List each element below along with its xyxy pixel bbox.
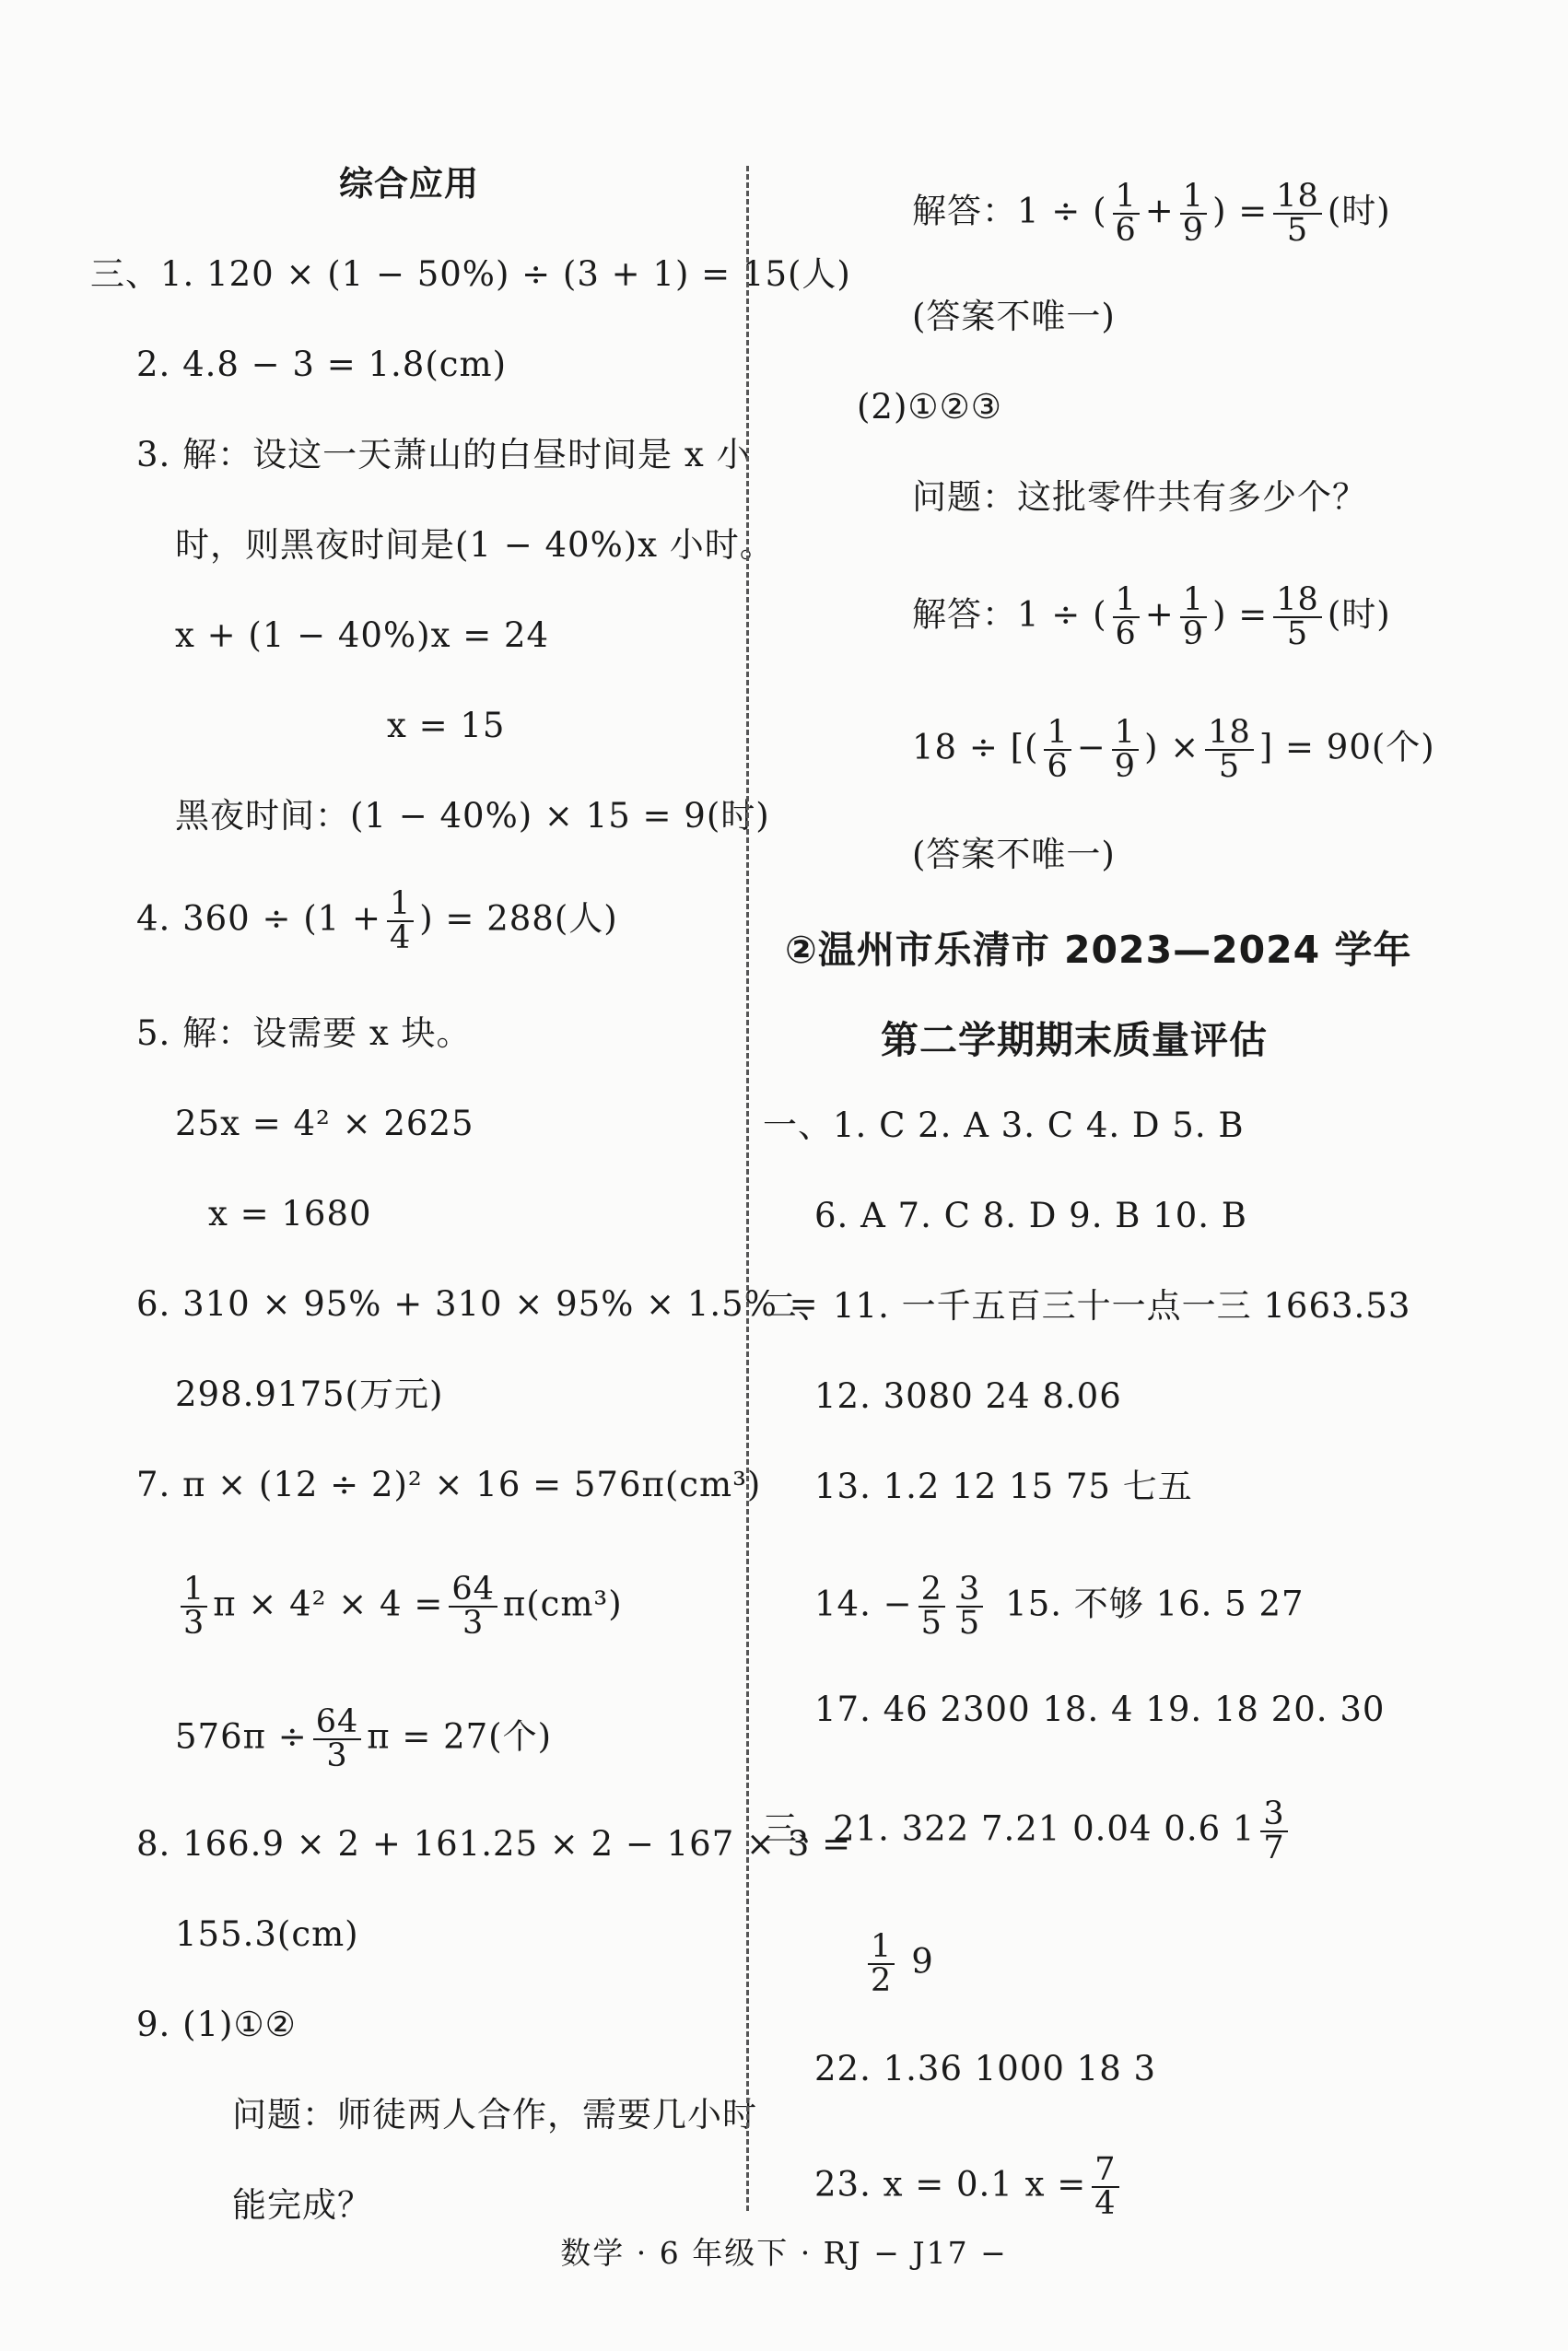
- fraction: [868, 1928, 895, 1999]
- page-footer: 数学 · 6 年级下 · RJ − J17 −: [560, 2235, 1008, 2271]
- denominator: 5: [1286, 615, 1309, 652]
- text: +: [1144, 594, 1175, 635]
- numerator: 1: [1113, 584, 1140, 618]
- fraction: [1273, 581, 1322, 652]
- answer-line: 2. 4.8 − 3 = 1.8(cm): [136, 345, 508, 384]
- answer-line: 155.3(cm): [175, 1914, 359, 1954]
- exam-subheading: 第二学期期末质量评估: [881, 1018, 1268, 1062]
- answer-line: 6. A 7. C 8. D 9. B 10. B: [814, 1196, 1247, 1235]
- text: π(cm³): [502, 1584, 623, 1624]
- denominator: 9: [1182, 615, 1205, 652]
- text: (时): [1327, 191, 1391, 231]
- text: 576π ÷: [175, 1716, 308, 1757]
- denominator: 5: [1218, 748, 1241, 785]
- text: 三、21. 322 7.21 0.04 0.6 1: [763, 1808, 1256, 1849]
- text: (时): [1327, 594, 1391, 635]
- text: 解答：1 ÷ (: [912, 594, 1107, 635]
- text: 14. −: [814, 1584, 913, 1624]
- denominator: 7: [1263, 1830, 1285, 1866]
- fraction: [1112, 714, 1139, 785]
- answer-line: 一、1. C 2. A 3. C 4. D 5. B: [763, 1105, 1245, 1145]
- answer-line-fraction: [814, 2151, 1125, 2222]
- numerator: 1: [387, 888, 414, 922]
- fraction: [1180, 178, 1207, 249]
- section-title: 综合应用: [339, 164, 479, 204]
- fraction: [919, 1573, 945, 1640]
- text: 9: [911, 1941, 934, 1982]
- numerator: 2: [919, 1573, 945, 1608]
- fraction: [387, 885, 414, 956]
- numerator: 3: [956, 1573, 983, 1608]
- answer-line: 问题：这批零件共有多少个？: [912, 477, 1367, 517]
- equation-line: x + (1 − 40%)x = 24: [175, 615, 550, 655]
- numerator: 18: [1205, 717, 1254, 751]
- numerator: 1: [1044, 717, 1071, 751]
- fraction: [1205, 714, 1254, 785]
- answer-line-fraction: [912, 581, 1391, 652]
- denominator: 9: [1182, 212, 1205, 249]
- text: 18 ÷ [(: [912, 727, 1039, 767]
- denominator: 9: [1114, 748, 1137, 785]
- denominator: 3: [462, 1605, 485, 1642]
- numerator: 1: [1180, 584, 1207, 618]
- answer-line-fraction: [136, 885, 618, 956]
- numerator: 1: [1112, 717, 1139, 751]
- equation-line: x = 1680: [208, 1194, 372, 1234]
- text: ) =: [1212, 191, 1269, 231]
- numerator: 1: [181, 1573, 207, 1608]
- fraction: [1044, 714, 1071, 785]
- answer-line: 9. (1)①②: [136, 2005, 297, 2044]
- denominator: 6: [1047, 748, 1069, 785]
- note-line: (答案不唯一): [912, 835, 1116, 874]
- fraction: [1260, 1795, 1287, 1866]
- fraction: [1180, 581, 1207, 652]
- answer-line: 能完成？: [232, 2185, 372, 2225]
- fraction: [956, 1573, 983, 1640]
- note-line: (答案不唯一): [912, 297, 1116, 336]
- text: 23. x = 0.1 x =: [814, 2164, 1087, 2205]
- equation-line: x = 15: [387, 706, 506, 745]
- text: +: [1144, 191, 1175, 231]
- denominator: 3: [183, 1605, 205, 1642]
- answer-line-fraction: [862, 1928, 934, 1999]
- answer-line: 时，则黑夜时间是(1 − 40%)x 小时。: [175, 525, 775, 565]
- fraction: [1113, 581, 1140, 652]
- denominator: 6: [1115, 212, 1137, 249]
- answer-line-fraction: [175, 1703, 553, 1774]
- text: ) = 288(人): [419, 898, 618, 939]
- text: 4. 360 ÷ (1 +: [136, 898, 381, 939]
- text: π × 4² × 4 =: [213, 1584, 444, 1624]
- fraction: [1273, 178, 1322, 249]
- answer-line: 8. 166.9 × 2 + 161.25 × 2 − 167 × 3 =: [136, 1824, 852, 1864]
- text: ] = 90(个): [1258, 727, 1435, 767]
- answer-line: 三、1. 120 × (1 − 50%) ÷ (3 + 1) = 15(人): [90, 254, 851, 294]
- denominator: 5: [920, 1605, 942, 1642]
- answer-line: 问题：师徒两人合作，需要几小时: [232, 2095, 757, 2135]
- fraction: [1092, 2151, 1118, 2222]
- fraction: [313, 1703, 362, 1774]
- denominator: 2: [871, 1962, 893, 1999]
- numerator: 1: [1113, 181, 1140, 215]
- answer-line: 12. 3080 24 8.06: [814, 1376, 1122, 1416]
- numerator: 18: [1273, 584, 1322, 618]
- text: 15. 不够 16. 5 27: [1005, 1584, 1305, 1624]
- answer-line: 17. 46 2300 18. 4 19. 18 20. 30: [814, 1690, 1386, 1729]
- denominator: 6: [1115, 615, 1137, 652]
- answer-line: 7. π × (12 ÷ 2)² × 16 = 576π(cm³): [136, 1465, 762, 1504]
- exam-heading: ②温州市乐清市 2023—2024 学年: [785, 928, 1412, 972]
- text: 解答：1 ÷ (: [912, 191, 1107, 231]
- text: ) =: [1212, 594, 1269, 635]
- numerator: 3: [1260, 1798, 1287, 1832]
- answer-line: 黑夜时间：(1 − 40%) × 15 = 9(时): [175, 796, 770, 836]
- denominator: 5: [1286, 212, 1309, 249]
- answer-line-fraction: [912, 178, 1391, 249]
- denominator: 4: [389, 919, 412, 956]
- text: π = 27(个): [367, 1716, 553, 1757]
- numerator: 64: [449, 1573, 497, 1608]
- numerator: 7: [1092, 2154, 1118, 2188]
- column-divider: [746, 166, 749, 2211]
- answer-line: (2)①②③: [857, 387, 1002, 427]
- answer-line: 6. 310 × 95% + 310 × 95% × 1.5% =: [136, 1284, 819, 1324]
- answer-line: 298.9175(万元): [175, 1374, 444, 1414]
- answer-line-fraction: [814, 1573, 1305, 1640]
- denominator: 5: [958, 1605, 981, 1642]
- text: −: [1076, 727, 1106, 767]
- text: ) ×: [1144, 727, 1200, 767]
- numerator: 1: [1180, 181, 1207, 215]
- fraction: [1113, 178, 1140, 249]
- answer-line: 3. 解：设这一天萧山的白昼时间是 x 小: [136, 435, 752, 474]
- denominator: 3: [326, 1737, 348, 1774]
- answer-line: 5. 解：设需要 x 块。: [136, 1013, 472, 1053]
- denominator: 4: [1094, 2185, 1117, 2222]
- answer-line: 二、11. 一千五百三十一点一三 1663.53: [763, 1286, 1411, 1326]
- numerator: 18: [1273, 181, 1322, 215]
- equation-line: 25x = 4² × 2625: [175, 1104, 474, 1143]
- answer-line: 13. 1.2 12 15 75 七五: [814, 1467, 1193, 1506]
- answer-line: 22. 1.36 1000 18 3: [814, 2049, 1157, 2088]
- fraction: [181, 1573, 207, 1640]
- numerator: 1: [868, 1931, 895, 1965]
- fraction: [449, 1573, 497, 1640]
- answer-line-fraction: [912, 714, 1435, 785]
- answer-line-fraction: [763, 1795, 1293, 1866]
- numerator: 64: [313, 1706, 362, 1740]
- answer-line-fraction: [175, 1573, 623, 1640]
